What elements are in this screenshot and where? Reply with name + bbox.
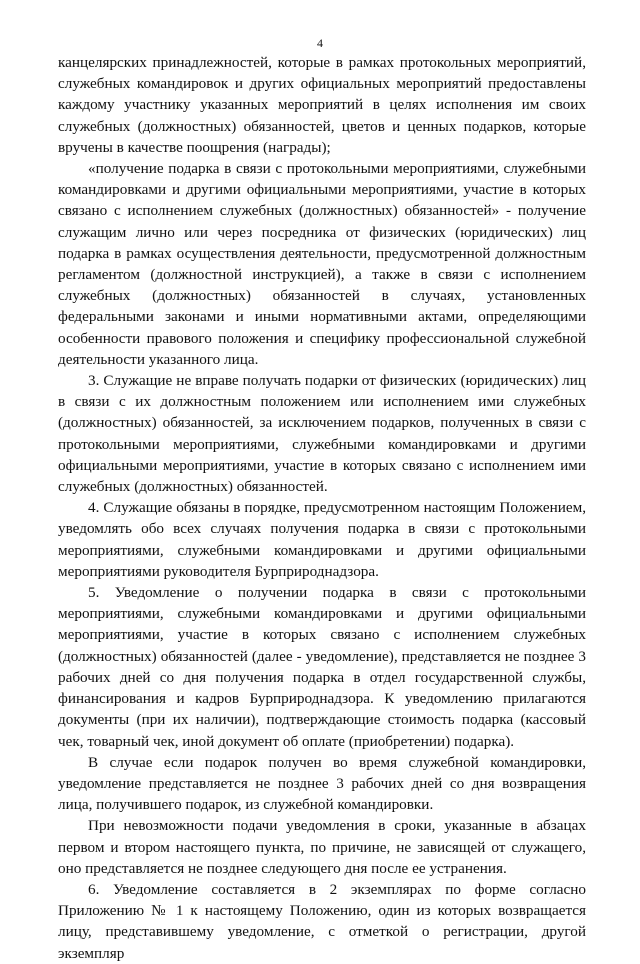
paragraph-item-3: 3. Служащие не вправе получать подарки от физических (юридических) лиц в связи с их должностным положением или исполнением ими служебных (должностных) обязанностей, за исключением подарков, полученных в связи с протокольными мероприятиями, служебными командировками и другими официальными мероприятиями, участие в которых связано с исполнением ими служебных (должностных) обязанностей. [58, 372, 586, 496]
paragraph-definition: «получение подарка в связи с протокольными мероприятиями, служебными командировками и другими официальными мероприятиями, участие в которых связано с исполнением служебных (должностных) обязанностей» - получение служащим лично или через посредника от физических (юридических) лиц подарка в рамках осуществления деятельности, предусмотренной должностным регламентом (должностной инструкцией), а также в связи с исполнением служебных (должностных) обязанностей в случаях, установленных федеральными законами и иными нормативными актами, определяющими особенности правового положения и специфику профессиональной служебной деятельности указанного лица. [58, 160, 586, 368]
paragraph-item-5-impossibility: При невозможности подачи уведомления в сроки, указанные в абзацах первом и втором настоящего пункта, по причине, не зависящей от служащего, оно представляется не позднее следующего дня после ее устранения. [58, 817, 586, 877]
paragraph-item-5-business-trip: В случае если подарок получен во время служебной командировки, уведомление представляется не позднее 3 рабочих дней со дня возвращения лица, получившего подарок, из служебной командировки. [58, 753, 586, 814]
paragraph-continuation: канцелярских принадлежностей, которые в рамках протокольных мероприятий, служебных командировок и других официальных мероприятий предоставлены каждому участнику указанных мероприятий в целях исполнения им своих служебных (должностных) обязанностей, цветов и ценных подарков, которые вручены в качестве поощрения (награды); [58, 54, 586, 156]
document-body [58, 52, 586, 964]
paragraph-item-6: 6. Уведомление составляется в 2 экземплярах по форме согласно Приложению № 1 к настоящему Положению, один из которых возвращается лицу, представившему уведомление, с отметкой о регистрации, другой экземпляр [58, 880, 586, 962]
paragraph-item-5: 5. Уведомление о получении подарка в связи с протокольными мероприятиями, служебными командировками и другими официальными мероприятиями, участие в которых связано с исполнением служебных (должностных) обязанностей (далее - уведомление), представляется не позднее 3 рабочих дней со дня получения подарка в отдел государственной службы, финансирования и кадров Бурприроднадзора. К уведомлению прилагаются документы (при их наличии), подтверждающие стоимость подарка (кассовый чек, товарный чек, иной документ об оплате (приобретении) подарка). [58, 584, 586, 750]
page-number: 4 [317, 36, 323, 50]
paragraph-item-4: 4. Служащие обязаны в порядке, предусмотренном настоящим Положением, уведомлять обо всех случаях получения подарка в связи с протокольными мероприятиями, служебными командировками и другими официальными мероприятиями руководителя Бурприроднадзора. [58, 499, 586, 580]
